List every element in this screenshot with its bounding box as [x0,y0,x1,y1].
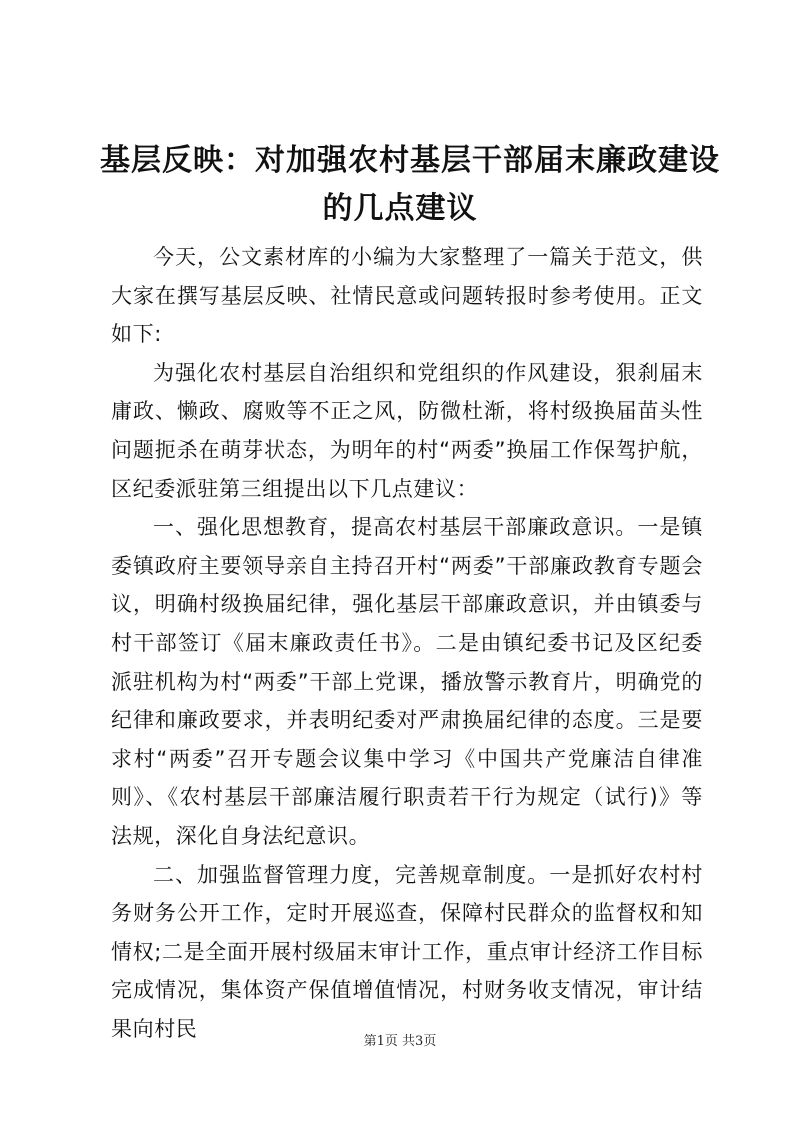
title-line-1: 基层反映：对加强农村基层干部届末廉政建设 [100,143,720,178]
paragraph-section-1: 一、强化思想教育，提高农村基层干部廉政意识。一是镇委镇政府主要领导亲自主持召开村“两委”干部廉政教育专题会议，明确村级换届纪律，强化基层干部廉政意识，并由镇委与村干部签订《届末廉政责任书》。二是由镇纪委书记及区纪委派驻机构为村“两委”干部上党课，播放警示教育片，明确党的纪律和廉政要求，并表明纪委对严肃换届纪律的态度。三是要求村“两委”召开专题会议集中学习《中国共产党廉洁自律准则》、《农村基层干部廉洁履行职责若干行为规定（试行)》等法规，深化自身法纪意识。 [111,515,703,848]
paragraph-section-2: 二、加强监督管理力度，完善规章制度。一是抓好农村村务财务公开工作，定时开展巡查，保障村民群众的监督权和知情权;二是全面开展村级届末审计工作，重点审计经济工作目标完成情况，集体资产保值增值情况，村财务收支情况，审计结果向村民 [111,862,703,1041]
document-title [100,137,720,233]
paragraph-preface: 为强化农村基层自治组织和党组织的作风建设，狠刹届末庸政、懒政、腐败等不正之风，防微杜渐，将村级换届苗头性问题扼杀在萌芽状态，为明年的村“两委”换届工作保驾护航，区纪委派驻第三组提出以下几点建议： [111,360,703,501]
paragraph-intro: 今天，公文素材库的小编为大家整理了一篇关于范文，供大家在撰写基层反映、社情民意或问题转报时参考使用。正文如下: [111,245,703,347]
page-number-footer: 第1页 共3页 [363,1034,437,1049]
document-body [111,238,703,1048]
title-line-2: 的几点建议 [322,191,478,226]
